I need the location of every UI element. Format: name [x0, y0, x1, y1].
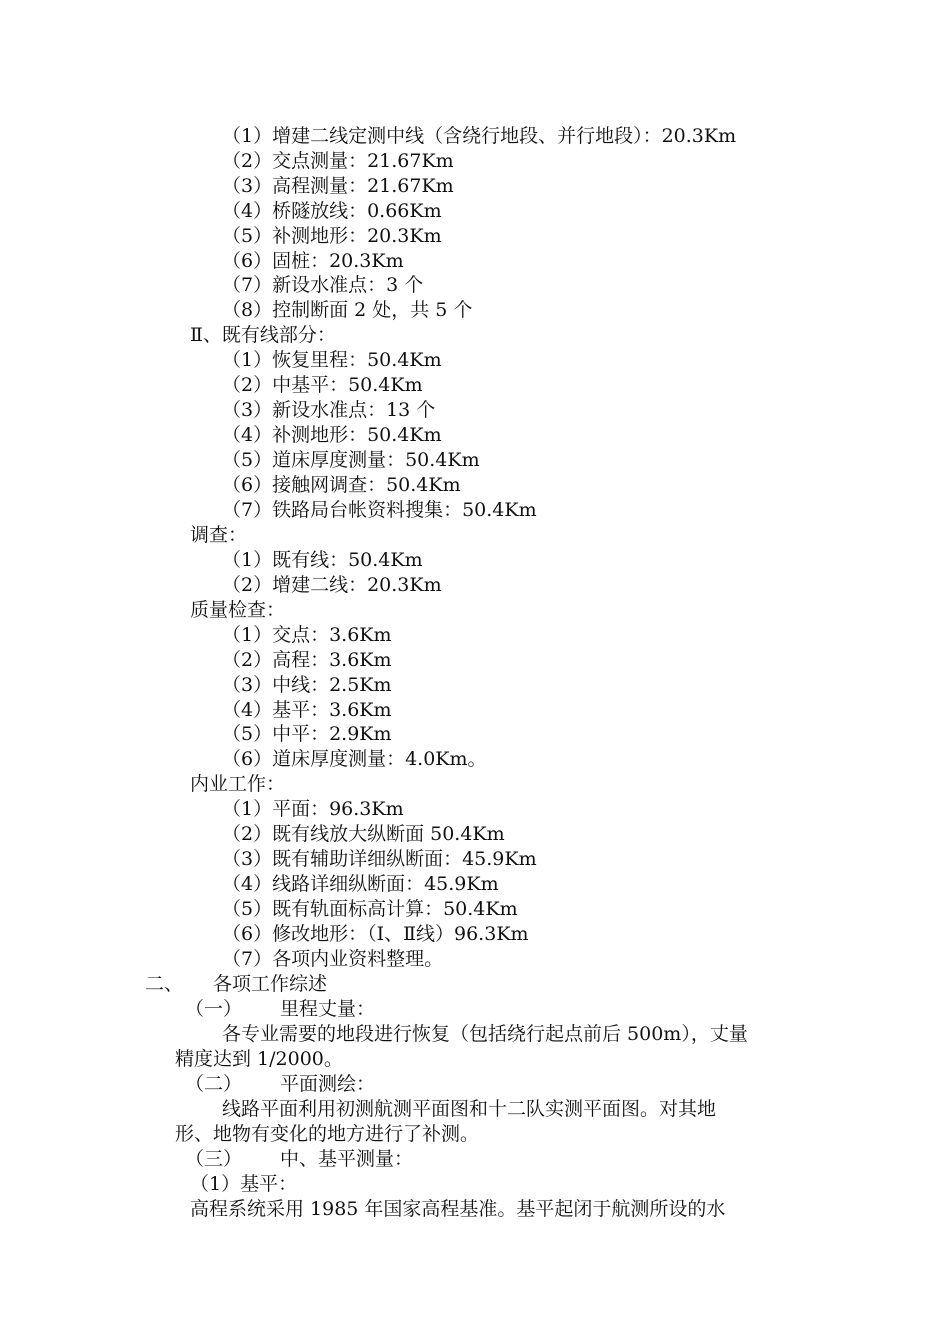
list-item: （2）中基平：50.4Km	[222, 374, 423, 396]
subsection-number: （一）	[185, 998, 243, 1020]
list-item: （5）补测地形：20.3Km	[222, 225, 442, 247]
list-item: （1）交点：3.6Km	[222, 624, 392, 646]
subsection-item: （1）基平：	[190, 1173, 298, 1195]
paragraph-line: 精度达到 1/2000。	[175, 1048, 343, 1070]
list-item: （3）中线：2.5Km	[222, 674, 392, 696]
list-item: （5）中平：2.9Km	[222, 723, 392, 745]
subsection-heading-2	[185, 1072, 375, 1097]
section-heading-existing-line: Ⅱ、既有线部分：	[190, 324, 336, 346]
list-item: （3）新设水准点：13 个	[222, 399, 436, 421]
list-item: （4）桥隧放线：0.66Km	[222, 200, 442, 222]
subsection-heading-1	[185, 997, 375, 1022]
list-item: （5）道床厚度测量：50.4Km	[222, 449, 480, 471]
subsection-number: （三）	[185, 1148, 243, 1170]
paragraph-line: 线路平面利用初测航测平面图和十二队实测平面图。对其地	[222, 1098, 717, 1120]
list-item: （8）控制断面 2 处，共 5 个	[222, 299, 473, 321]
list-item: （1）恢复里程：50.4Km	[222, 349, 442, 371]
subsection-heading-3	[185, 1147, 413, 1172]
list-item: （1）增建二线定测中线（含绕行地段、并行地段）：20.3Km	[222, 125, 737, 147]
section-heading-quality-check: 质量检查：	[190, 599, 286, 621]
subsection-title: 平面测绘：	[280, 1073, 376, 1095]
list-item: （7）新设水准点：3 个	[222, 274, 424, 296]
list-item: （2）交点测量：21.67Km	[222, 150, 454, 172]
list-item: （1）既有线：50.4Km	[222, 549, 423, 571]
section-heading-survey: 调查：	[190, 524, 248, 546]
subsection-title: 中、基平测量：	[280, 1148, 414, 1170]
paragraph-line: 各专业需要的地段进行恢复（包括绕行起点前后 500m），丈量	[222, 1023, 748, 1045]
list-item: （6）固桩：20.3Km	[222, 250, 404, 272]
section-heading-2	[145, 972, 327, 997]
list-item: （2）高程：3.6Km	[222, 649, 392, 671]
list-item: （7）铁路局台帐资料搜集：50.4Km	[222, 499, 537, 521]
list-item: （2）既有线放大纵断面 50.4Km	[222, 823, 505, 845]
list-item: （3）既有辅助详细纵断面：45.9Km	[222, 848, 537, 870]
list-item: （1）平面：96.3Km	[222, 798, 404, 820]
list-item: （3）高程测量：21.67Km	[222, 175, 454, 197]
list-item: （4）补测地形：50.4Km	[222, 424, 442, 446]
list-item: （6）接触网调查：50.4Km	[222, 474, 461, 496]
list-item: （7）各项内业资料整理。	[222, 948, 444, 970]
list-item: （6）修改地形：（Ⅰ、Ⅱ线）96.3Km	[222, 923, 529, 945]
list-item: （2）增建二线：20.3Km	[222, 574, 442, 596]
subsection-title: 里程丈量：	[280, 998, 376, 1020]
list-item: （4）线路详细纵断面：45.9Km	[222, 873, 499, 895]
section-number: 二、	[145, 973, 184, 995]
list-item: （6）道床厚度测量：4.0Km。	[222, 748, 487, 770]
paragraph-line: 高程系统采用 1985 年国家高程基准。基平起闭于航测所设的水	[190, 1198, 726, 1220]
paragraph-line: 形、地物有变化的地方进行了补测。	[175, 1123, 480, 1145]
section-title: 各项工作综述	[213, 973, 328, 995]
subsection-number: （二）	[185, 1073, 243, 1095]
list-item: （5）既有轨面标高计算：50.4Km	[222, 898, 518, 920]
section-heading-office-work: 内业工作：	[190, 773, 286, 795]
list-item: （4）基平：3.6Km	[222, 699, 392, 721]
